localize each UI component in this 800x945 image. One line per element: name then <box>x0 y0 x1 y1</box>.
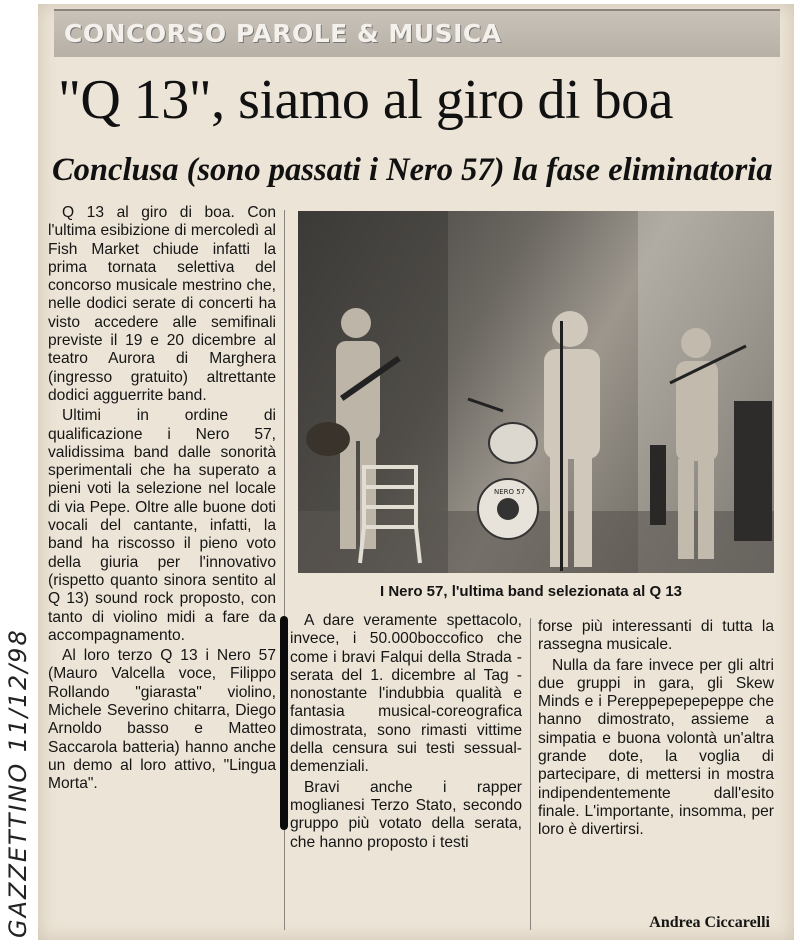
band-photo-illustration <box>298 211 774 573</box>
amplifier <box>734 401 772 541</box>
band-photo <box>298 211 774 573</box>
article-column-3 <box>538 618 774 840</box>
paragraph: A dare veramente spettacolo, invece, i 50.000boccofico che come i bravi Falqui della Strada - serata del 1. dicembre al Tag - nonostante l'indubbia qualità e fantasia musical-coreografica dimostrata, sono rimasti vittime della censura sui testi sessual-demenziali. <box>290 612 522 776</box>
photo-caption: I Nero 57, l'ultima band selezionata al Q 13 <box>380 583 682 600</box>
paragraph: Nulla da fare invece per gli altri due gruppi in gara, gli Skew Minds e i Pereppepepepeppe che hanno dimostrato, assieme a simpatia e buona volontà un'altra grande dote, la voglia di partecipare, di mettersi in mostra indipendentemente dall'esito finale. L'importante, insomma, per loro è divertirsi. <box>538 656 774 839</box>
byline: Andrea Ciccarelli <box>649 914 770 931</box>
article-column-1 <box>48 204 276 794</box>
drum-kit <box>468 399 538 539</box>
paragraph: Ultimi in ordine di qualificazione i Nero 57, validissima band dalle sonorità sperimentali che ha superato a pieni voti la selezione nel locale di via Pepe. Oltre alle buone doti vocali del cantante, infatti, la band ha riscosso il pieno voto della giuria per l'innovativo (rispetto quanto sinora sentito al Q 13) sound rock proposto, con tanto di violino midi a fare da accompagnamento. <box>48 407 276 644</box>
subheadline: Conclusa (sono passati i Nero 57) la fase eliminatoria <box>52 152 773 188</box>
paragraph: forse più interessanti di tutta la rassegna musicale. <box>538 618 774 654</box>
mic-stand <box>560 321 563 571</box>
speaker-stand <box>650 445 666 525</box>
paragraph: Bravi anche i rapper moglianesi Terzo Stato, secondo gruppo più votato della serata, che hanno proposto i testi <box>290 778 522 851</box>
section-kicker: CONCORSO PAROLE & MUSICA <box>64 19 502 48</box>
article-column-2 <box>290 612 522 852</box>
paragraph: Al loro terzo Q 13 i Nero 57 (Mauro Valcella voce, Filippo Rollando "giarasta" violino, Michele Severino chitarra, Diego Arnoldo basso e Matteo Saccarola batteria) hanno anche un demo al loro attivo, "Lingua Morta". <box>48 647 276 793</box>
drum-label: NERO 57 <box>494 488 526 496</box>
marker-stroke <box>280 616 288 830</box>
column-divider <box>530 618 531 930</box>
paragraph: Q 13 al giro di boa. Con l'ultima esibizione di mercoledì al Fish Market chiude infatti la prima tornata selettiva del concorso musicale mestrino che, nelle dodici serate di concerti ha visto accedere alle semifinali previste il 19 e 20 dicembre al teatro Aurora di Marghera (ingresso gratuito) altrettante dodici agguerrite band. <box>48 204 276 404</box>
headline: "Q 13", siamo al giro di boa <box>58 69 673 131</box>
section-kicker-band <box>54 9 780 57</box>
handwritten-note: GAZZETTINO 11/12/98 <box>4 628 32 938</box>
